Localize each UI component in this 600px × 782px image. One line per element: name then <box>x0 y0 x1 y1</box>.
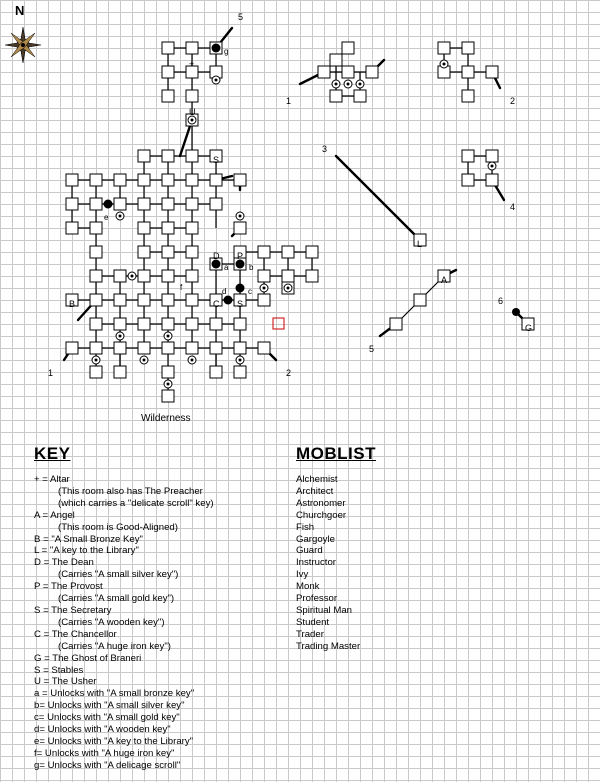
room-square <box>138 222 150 234</box>
room-square <box>330 90 342 102</box>
room-square <box>390 318 402 330</box>
room-square <box>462 66 474 78</box>
door-letter-label: g <box>224 47 229 56</box>
locked-door-icon <box>512 308 520 316</box>
room-square <box>186 270 198 282</box>
room-square <box>138 342 150 354</box>
room-letter-label: C <box>213 299 220 309</box>
exit-line <box>360 180 384 204</box>
room-square <box>162 342 174 354</box>
room-square <box>162 174 174 186</box>
room-square <box>90 342 102 354</box>
room-square <box>210 174 222 186</box>
key-entry: C = The Chancellor <box>34 628 117 640</box>
key-entry-detail: (Carries "A small silver key") <box>58 569 179 581</box>
door-letter-label: d <box>222 287 227 296</box>
room-square <box>90 270 102 282</box>
key-entry: A = Angel <box>34 509 75 521</box>
room-square <box>162 270 174 282</box>
room-square <box>366 66 378 78</box>
room-square <box>258 246 270 258</box>
room-square <box>234 366 246 378</box>
current-position-marker <box>273 318 284 329</box>
door-icon <box>347 83 350 86</box>
door-icon <box>131 275 134 278</box>
room-square <box>186 222 198 234</box>
room-letter-label: + <box>189 59 195 69</box>
exit-number-label: 1 <box>48 368 54 378</box>
key-entry-detail: (which carries a "delicate scroll" key) <box>58 497 214 509</box>
moblist-list <box>296 474 360 653</box>
room-square <box>114 366 126 378</box>
room-square <box>138 198 150 210</box>
room-square <box>282 246 294 258</box>
room-letter-label: S <box>213 155 220 165</box>
key-entry: G = The Ghost of Braneri <box>34 652 142 664</box>
room-square <box>258 342 270 354</box>
exit-lines <box>64 28 528 360</box>
door-letter-label: b <box>249 263 254 272</box>
mob-entry: Architect <box>296 485 334 497</box>
key-entry-detail: (Carries "A huge iron key") <box>58 640 171 652</box>
room-square <box>438 42 450 54</box>
room-letter-label: B <box>69 299 76 309</box>
room-square <box>162 66 174 78</box>
room-square <box>306 270 318 282</box>
door-icon <box>119 335 122 338</box>
room-square <box>138 318 150 330</box>
room-square <box>90 222 102 234</box>
room-square <box>162 246 174 258</box>
room-square <box>162 150 174 162</box>
mob-entry: Ivy <box>296 569 309 581</box>
room-square <box>162 90 174 102</box>
room-square <box>342 42 354 54</box>
room-square <box>114 318 126 330</box>
room-square <box>462 42 474 54</box>
door-icon <box>443 63 446 66</box>
room-square <box>282 270 294 282</box>
door-letter-label: f <box>180 283 183 292</box>
door-icon <box>287 287 290 290</box>
door-markers <box>92 44 520 389</box>
door-icon <box>215 79 218 82</box>
key-entry: f= Unlocks with "A huge iron key" <box>34 747 175 759</box>
door-icon <box>335 83 338 86</box>
key-entry-detail: (Carries "A small gold key") <box>58 593 175 605</box>
mob-entry: Professor <box>296 593 338 605</box>
mob-entry: Spiritual Man <box>296 604 352 616</box>
exit-number-label: 5 <box>369 344 375 354</box>
room-square <box>90 294 102 306</box>
key-entry: D = The Dean <box>34 557 94 569</box>
mob-entry: Trader <box>296 628 324 640</box>
door-icon <box>239 359 242 362</box>
room-square <box>186 342 198 354</box>
room-square <box>210 366 222 378</box>
room-letter-label: L <box>417 239 423 249</box>
room-square <box>258 270 270 282</box>
door-letter-label: c <box>248 287 252 296</box>
key-entry: L = "A key to the Library" <box>34 545 139 557</box>
mob-entry: Gargoyle <box>296 533 335 545</box>
room-square <box>66 222 78 234</box>
room-square <box>486 174 498 186</box>
room-square <box>162 294 174 306</box>
room-square <box>258 294 270 306</box>
room-square <box>210 198 222 210</box>
room-letter-label: A <box>441 275 448 285</box>
room-square <box>234 318 246 330</box>
key-entry-detail: (Carries "A wooden key") <box>58 616 165 628</box>
exit-number-label: 3 <box>322 144 328 154</box>
room-square <box>210 318 222 330</box>
room-square <box>138 174 150 186</box>
key-entry: B = "A Small Bronze Key" <box>34 533 143 545</box>
door-icon <box>191 119 194 122</box>
room-square <box>462 90 474 102</box>
mob-entry: Fish <box>296 521 315 533</box>
room-letter-label: S <box>237 299 244 309</box>
door-icon <box>143 359 146 362</box>
mob-entry: Alchemist <box>296 474 338 485</box>
door-icon <box>167 335 170 338</box>
key-entry: + = Altar <box>34 474 70 485</box>
room-square <box>186 246 198 258</box>
room-square <box>234 342 246 354</box>
room-square <box>162 222 174 234</box>
door-icon <box>191 359 194 362</box>
key-entry: a = Unlocks with "A small bronze key" <box>34 688 195 700</box>
door-letter-label: a <box>224 263 229 272</box>
room-square <box>486 66 498 78</box>
room-square <box>114 342 126 354</box>
door-icon <box>263 287 266 290</box>
room-square <box>138 246 150 258</box>
room-square <box>162 366 174 378</box>
room-square <box>318 66 330 78</box>
passage-lines <box>72 48 492 396</box>
room-square <box>186 90 198 102</box>
room-square <box>138 150 150 162</box>
mob-entry: Churchgoer <box>296 509 347 521</box>
door-icon <box>167 383 170 386</box>
room-square <box>66 174 78 186</box>
room-square <box>462 150 474 162</box>
room-square <box>210 342 222 354</box>
exit-number-label: 4 <box>510 202 516 212</box>
mob-entry: Astronomer <box>296 497 346 509</box>
room-square <box>234 222 246 234</box>
room-letter-label: G <box>525 323 533 333</box>
key-entry: U = The Usher <box>34 676 97 688</box>
room-square <box>306 246 318 258</box>
room-square <box>114 294 126 306</box>
moblist-heading: MOBLIST <box>296 444 376 463</box>
room-square <box>90 366 102 378</box>
room-square <box>186 150 198 162</box>
room-square <box>66 342 78 354</box>
exit-number-label: 2 <box>510 96 516 106</box>
room-square <box>138 294 150 306</box>
room-square <box>138 270 150 282</box>
locked-door-icon <box>224 296 233 305</box>
room-square <box>162 390 174 402</box>
mob-entry: Student <box>296 616 330 628</box>
key-entry-detail: (This room is Good-Aligned) <box>58 521 178 533</box>
locked-door-icon <box>104 200 113 209</box>
room-square <box>342 66 354 78</box>
door-letter-label: e <box>104 213 109 222</box>
room-square <box>186 174 198 186</box>
mob-entry: Instructor <box>296 557 336 569</box>
key-list <box>34 474 214 772</box>
room-square <box>186 198 198 210</box>
door-icon <box>359 83 362 86</box>
mob-entry: Guard <box>296 545 323 557</box>
exit-number-label: 5 <box>238 12 244 22</box>
exit-line <box>336 156 360 180</box>
room-square <box>162 198 174 210</box>
key-heading: KEY <box>34 444 71 463</box>
exit-number-label: 2 <box>286 368 292 378</box>
exit-number-label: 6 <box>498 296 504 306</box>
room-letter-label: P <box>237 251 244 261</box>
room-square <box>186 318 198 330</box>
compass-north-label: N <box>15 3 25 18</box>
room-square <box>462 174 474 186</box>
mob-entry: Monk <box>296 581 320 593</box>
key-entry: e= Unlocks with "A key to the Library" <box>34 735 194 747</box>
door-icon <box>95 359 98 362</box>
room-square <box>186 42 198 54</box>
key-entry: d= Unlocks with "A wooden key" <box>34 724 171 736</box>
compass-rose-icon <box>5 27 41 63</box>
room-square <box>486 150 498 162</box>
wilderness-exit-label: Wilderness <box>141 413 191 424</box>
key-entry: S = The Secretary <box>34 604 112 616</box>
mob-entry: Trading Master <box>296 640 361 652</box>
room-letter-label: D <box>213 251 220 261</box>
locked-door-icon <box>212 44 221 53</box>
room-square <box>162 42 174 54</box>
room-square <box>114 270 126 282</box>
key-entry: b= Unlocks with "A small silver key" <box>34 700 185 712</box>
room-square <box>114 174 126 186</box>
room-square <box>90 174 102 186</box>
key-entry: S = Stables <box>34 664 84 676</box>
key-entry: g= Unlocks with "A delicage scroll" <box>34 759 181 771</box>
locked-door-icon <box>236 284 245 293</box>
door-icon <box>239 215 242 218</box>
door-icon <box>491 165 494 168</box>
room-square <box>90 246 102 258</box>
room-square <box>354 90 366 102</box>
room-square <box>162 318 174 330</box>
room-square <box>414 294 426 306</box>
room-square <box>114 198 126 210</box>
exit-number-label: 1 <box>286 96 292 106</box>
room-square <box>330 54 342 66</box>
key-entry: P = The Provost <box>34 581 103 593</box>
key-entry-detail: (This room also has The Preacher <box>58 485 203 497</box>
door-icon <box>119 215 122 218</box>
room-square <box>234 174 246 186</box>
room-square <box>90 318 102 330</box>
room-square <box>90 198 102 210</box>
exit-line <box>384 204 396 216</box>
room-square <box>66 198 78 210</box>
room-letter-label: U <box>189 107 196 117</box>
room-square <box>186 294 198 306</box>
key-entry: c= Unlocks with "A small gold key" <box>34 712 180 724</box>
